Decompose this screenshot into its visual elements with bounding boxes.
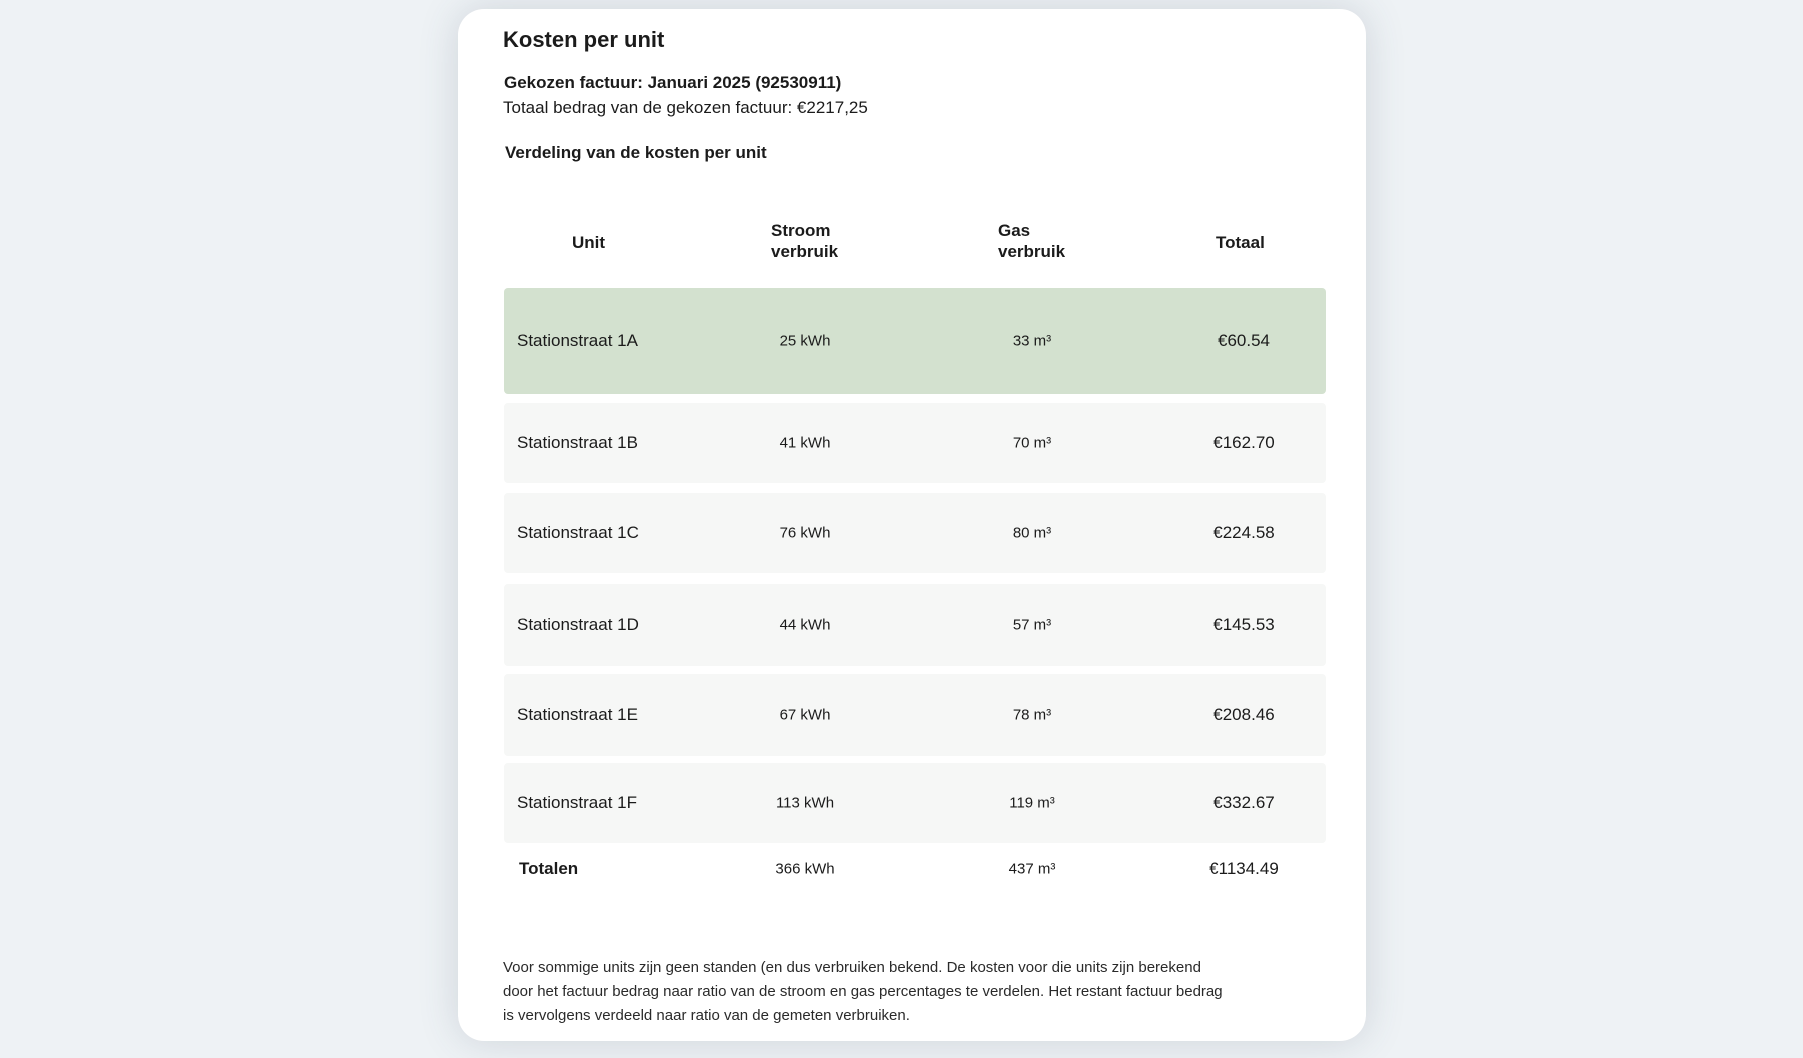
invoice-total-amount: Totaal bedrag van de gekozen factuur: €2217,25 bbox=[503, 98, 868, 117]
card-title: Kosten per unit bbox=[503, 27, 665, 52]
unit-total: €208.46 bbox=[1213, 705, 1275, 724]
footnote-line: Voor sommige units zijn geen standen (en dus verbruiken bekend. De kosten voor die units zijn berekend bbox=[503, 959, 1201, 976]
unit-total: €145.53 bbox=[1213, 615, 1275, 634]
gas-usage: 119 m³ bbox=[1009, 794, 1055, 812]
footnote-line: door het factuur bedrag naar ratio van de stroom en gas percentages te verdelen. Het restant factuur bedrag bbox=[503, 983, 1223, 1000]
column-header-stroom bbox=[771, 220, 838, 262]
unit-total: €332.67 bbox=[1213, 793, 1275, 812]
table-row[interactable] bbox=[504, 763, 1326, 843]
unit-name: Stationstraat 1F bbox=[517, 793, 638, 812]
section-title: Verdeling van de kosten per unit bbox=[505, 143, 767, 162]
column-header-stroom-line2: verbruik bbox=[771, 242, 839, 261]
column-header-totaal: Totaal bbox=[1216, 233, 1265, 252]
footnote bbox=[503, 956, 1303, 1028]
gas-usage: 57 m³ bbox=[1012, 616, 1052, 634]
stroom-usage: 113 kWh bbox=[775, 794, 835, 812]
gas-usage: 78 m³ bbox=[1012, 706, 1052, 724]
footnote-line: is vervolgens verdeeld naar ratio van de gemeten verbruiken. bbox=[503, 1007, 910, 1024]
unit-total: €60.54 bbox=[1218, 331, 1270, 350]
selected-invoice-label: Gekozen factuur: Januari 2025 (92530911) bbox=[504, 73, 842, 92]
stroom-usage: 25 kWh bbox=[779, 332, 831, 350]
stroom-usage: 41 kWh bbox=[779, 434, 831, 452]
stroom-usage: 44 kWh bbox=[779, 616, 831, 634]
unit-total: €224.58 bbox=[1213, 523, 1275, 542]
totals-gas: 437 m³ bbox=[1008, 860, 1056, 878]
gas-usage: 33 m³ bbox=[1012, 332, 1052, 350]
totals-label: Totalen bbox=[519, 859, 579, 878]
stroom-usage: 67 kWh bbox=[779, 706, 831, 724]
totals-totaal: €1134.49 bbox=[1209, 859, 1279, 878]
table-row[interactable] bbox=[504, 674, 1326, 756]
gas-usage: 80 m³ bbox=[1012, 524, 1052, 542]
unit-name: Stationstraat 1B bbox=[517, 433, 638, 452]
stroom-usage: 76 kWh bbox=[779, 524, 831, 542]
table-header bbox=[504, 209, 1326, 269]
table-row[interactable] bbox=[504, 493, 1326, 573]
cost-per-unit-card bbox=[458, 9, 1366, 1041]
table-row[interactable] bbox=[504, 288, 1326, 394]
totals-row bbox=[504, 847, 1326, 891]
totals-stroom: 366 kWh bbox=[775, 860, 835, 878]
column-header-gas-line1: Gas bbox=[998, 221, 1031, 240]
column-header-gas bbox=[998, 220, 1065, 262]
column-header-gas-line2: verbruik bbox=[998, 242, 1066, 261]
unit-name: Stationstraat 1A bbox=[517, 331, 638, 350]
table-row[interactable] bbox=[504, 403, 1326, 483]
column-header-stroom-line1: Stroom bbox=[771, 221, 831, 240]
table-row[interactable] bbox=[504, 584, 1326, 666]
gas-usage: 70 m³ bbox=[1012, 434, 1052, 452]
column-header-unit: Unit bbox=[572, 233, 606, 252]
unit-name: Stationstraat 1D bbox=[517, 615, 639, 634]
unit-total: €162.70 bbox=[1213, 433, 1275, 452]
unit-name: Stationstraat 1E bbox=[517, 705, 638, 724]
unit-name: Stationstraat 1C bbox=[517, 523, 639, 542]
